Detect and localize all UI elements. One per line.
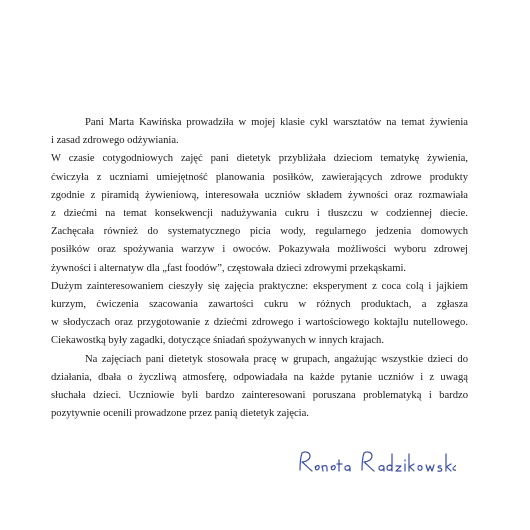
- text-line: W czasie cotygodniowych zajęć pani dietetyk przybliżała dzieciom tematykę żywienia,: [51, 153, 468, 165]
- text-line: Zachęcała również do systematycznego picia wody, regularnego jedzenia domowych: [51, 226, 468, 238]
- text-line: posiłków oraz spożywania warzyw i owoców. Pokazywała możliwości wyboru zdrowej: [51, 244, 468, 256]
- paragraph-weekly-classes: [51, 150, 468, 277]
- signature-drawing: [296, 448, 456, 478]
- text-line: żywności i alternatyw dla „fast foodów”, częstowała dzieci zdrowymi przekąskami.: [51, 262, 407, 274]
- handwritten-signature: [296, 448, 456, 478]
- text-line: Na zajęciach pani dietetyk stosowała pracę w grupach, angażując wszystkie dzieci do: [85, 353, 468, 365]
- text-line: pozytywnie ocenili prowadzone przez panią dietetyk zajęcia.: [51, 408, 309, 420]
- text-line: w słodyczach oraz przygotowanie z dziećmi zdrowego i wartościowego koktajlu nutellowego.: [51, 317, 468, 329]
- text-line: słuchała dzieci. Uczniowie byli bardzo zainteresowani poruszana problematyką i bardzo: [51, 390, 468, 402]
- letter-body: [51, 114, 468, 423]
- text-line: zgodnie z piramidą żywieniową, interesowała uczniów składem żywności oraz rozmawiała: [51, 189, 468, 201]
- paragraph-intro: [51, 114, 468, 150]
- text-line: Pani Marta Kawińska prowadziła w mojej klasie cykl warsztatów na temat żywienia: [85, 117, 468, 128]
- text-line: z dziećmi na temat konsekwencji nadużywania cukru i tłuszczu w codziennej diecie.: [51, 208, 468, 220]
- text-line: działania, dbała o życzliwą atmosferę, odpowiadała na każde pytanie uczniów i z uwagą: [51, 371, 468, 383]
- paragraph-practical: [51, 278, 468, 351]
- text-line: i zasad zdrowego odżywiania.: [51, 135, 179, 147]
- text-line: Ciekawostką były zagadki, dotyczące śniadań spożywanych w innych krajach.: [51, 335, 384, 347]
- text-line: kurzym, ćwiczenia szacowania zawartości cukru w różnych produktach, a zgłasza: [51, 299, 468, 311]
- paragraph-group-work: [51, 351, 468, 424]
- text-line: ćwiczyła z uczniami umiejętność planowania posiłków, zawierających zdrowe produkty: [51, 171, 468, 183]
- text-line: Dużym zainteresowaniem cieszyły się zajęcia praktyczne: eksperyment z coca colą i jajkiem: [51, 280, 468, 292]
